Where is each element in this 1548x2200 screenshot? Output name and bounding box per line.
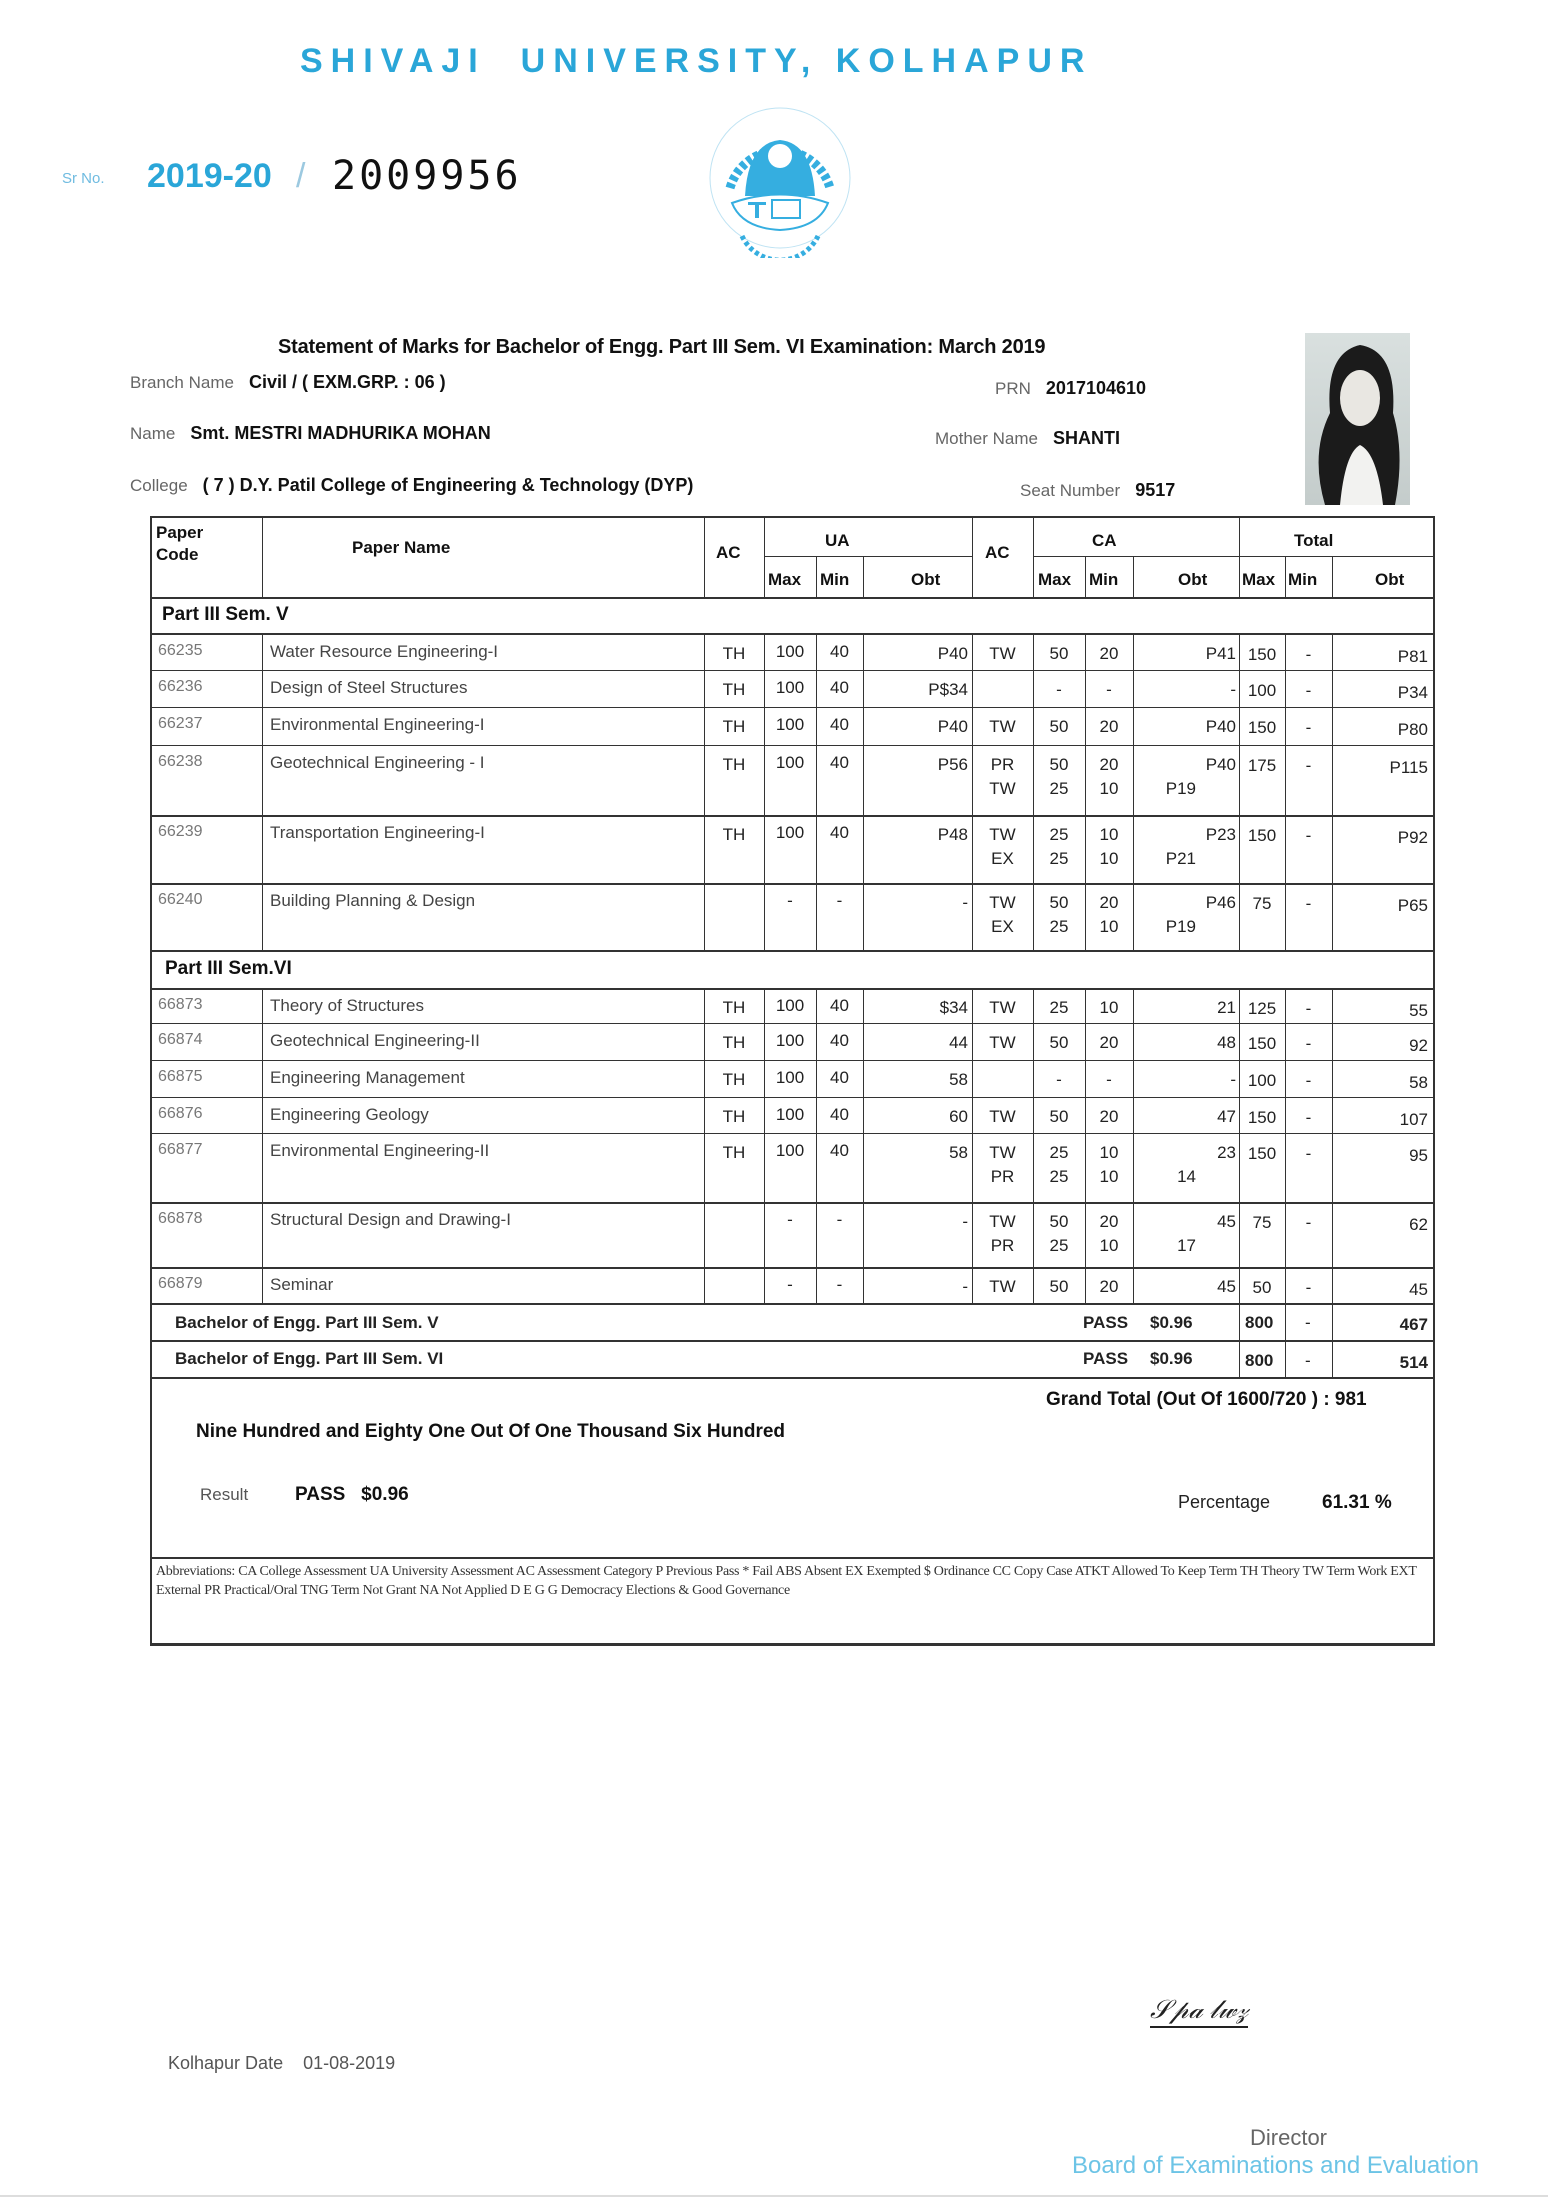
paper-code: 66236 (158, 678, 203, 695)
ca-obtained: P46 (1205, 893, 1236, 912)
paper-code: 66878 (158, 1210, 203, 1227)
ua-assessment-category: TH (722, 998, 746, 1017)
ua-obtained: P56 (937, 755, 968, 774)
summary-grade-sem-vi: $0.96 (1150, 1349, 1193, 1368)
percentage-label: Percentage (1178, 1492, 1271, 1512)
ca-assessment-category: PR (990, 1236, 1015, 1255)
ua-max: - (787, 1275, 793, 1294)
ua-max: 100 (775, 823, 805, 842)
paper-code: 66876 (158, 1105, 203, 1122)
ca-assessment-category: TW (989, 998, 1016, 1017)
ca-max: 25 (1049, 998, 1069, 1017)
ua-min: - (836, 1275, 843, 1294)
ca-max: 25 (1049, 1143, 1069, 1162)
ua-max: - (787, 891, 793, 910)
header-ac-ca: AC (985, 543, 1010, 562)
paper-code: 66239 (158, 823, 203, 840)
total-min: - (1305, 645, 1312, 664)
ca-min: 10 (1099, 1143, 1119, 1162)
total-max: 150 (1247, 826, 1277, 845)
ua-assessment-category: TH (722, 755, 746, 774)
ca-assessment-category: TW (989, 644, 1016, 663)
total-min: - (1305, 756, 1312, 775)
university-emblem-icon (700, 98, 860, 258)
scan-edge (0, 2195, 1548, 2197)
header-ca-min: Min (1089, 570, 1119, 589)
ua-min: - (836, 1210, 843, 1229)
percentage-value: 61.31 % (1322, 1492, 1392, 1513)
university-title: SHIVAJI UNIVERSITY, KOLHAPUR (300, 42, 1093, 80)
abbreviations-legend: Abbreviations: CA College Assessment UA University Assessment AC Assessment Category P Previous Pass * Fail ABS Absent EX Exempted $ Ordinance CC Copy Case ATKT Allowed To Keep Term TH Theory TW Term Work EXT External PR Practical/Oral TNG Term Not Grant NA Not Applied D E G G Democracy Elections & Good Governance (156, 1564, 1417, 1598)
grand-total: Grand Total (Out Of 1600/720 ) : 981 (1046, 1389, 1367, 1410)
ua-assessment-category: TH (722, 717, 746, 736)
ca-assessment-category: TW (989, 1143, 1016, 1162)
box-left-border (150, 1377, 152, 1645)
ca-max: 25 (1049, 917, 1069, 936)
total-min: - (1305, 894, 1312, 913)
sr-no-separator: / (296, 157, 306, 195)
seat-number-value: 9517 (1135, 480, 1176, 500)
ca-min: - (1106, 680, 1112, 699)
director-title: Director (1250, 2125, 1328, 2150)
ua-max: 100 (775, 715, 805, 734)
ua-assessment-category: TH (722, 1107, 746, 1126)
ca-min: 20 (1099, 1212, 1119, 1231)
total-max: 150 (1247, 718, 1277, 737)
ua-assessment-category: TH (722, 680, 746, 699)
signature-caption-2 (1180, 2058, 1183, 2072)
paper-name: Environmental Engineering-I (270, 715, 485, 734)
ca-min: 20 (1099, 644, 1119, 663)
total-obtained: P80 (1397, 720, 1428, 739)
paper-name: Design of Steel Structures (270, 678, 468, 697)
ca-assessment-category: EX (991, 849, 1014, 868)
ca-max: 25 (1049, 779, 1069, 798)
mother-name-field (935, 428, 1120, 449)
paper-code: 66238 (158, 753, 203, 770)
header-total-min: Min (1288, 570, 1318, 589)
ua-max: 100 (775, 753, 805, 772)
ua-max: 100 (775, 1031, 805, 1050)
total-obtained: P34 (1397, 683, 1428, 702)
ca-min: 20 (1099, 1277, 1119, 1296)
header-paper-code-line1: Paper (156, 523, 204, 542)
total-obtained: 55 (1409, 1001, 1428, 1020)
ua-obtained: 58 (949, 1070, 968, 1089)
ca-max: 25 (1049, 849, 1069, 868)
ua-obtained: $34 (939, 998, 968, 1017)
ua-max: 100 (775, 1105, 805, 1124)
ua-min: 40 (830, 715, 849, 734)
seat-number-field (1020, 480, 1175, 501)
director-signature: 𝒮𝓅𝒶 𝓁𝓌𝓏 (1150, 1995, 1248, 2028)
ca-obtained: 14 (1177, 1167, 1196, 1186)
total-obtained: P65 (1397, 896, 1428, 915)
total-min: - (1305, 1071, 1312, 1090)
college-label: College (130, 476, 188, 495)
result-value: PASS $0.96 (295, 1484, 409, 1505)
paper-name: Transportation Engineering-I (270, 823, 485, 842)
ca-min: 10 (1099, 779, 1119, 798)
ca-assessment-category: TW (989, 717, 1016, 736)
paper-name: Engineering Management (270, 1068, 465, 1087)
ca-obtained: 23 (1217, 1143, 1236, 1162)
total-max: 50 (1252, 1278, 1272, 1297)
total-max: 75 (1252, 894, 1272, 913)
ca-assessment-category: PR (990, 755, 1015, 774)
total-max: 150 (1247, 1144, 1277, 1163)
ca-obtained: P41 (1205, 644, 1236, 663)
header-ac-ua: AC (716, 543, 741, 562)
seat-number-label: Seat Number (1020, 481, 1121, 500)
prn-value: 2017104610 (1045, 378, 1147, 398)
header-ua-obt: Obt (911, 570, 941, 589)
name-value: Smt. MESTRI MADHURIKA MOHAN (190, 423, 491, 443)
summary-label-sem-vi: Bachelor of Engg. Part III Sem. VI (175, 1349, 444, 1368)
ca-min: 10 (1099, 917, 1119, 936)
ca-min: 10 (1099, 825, 1119, 844)
ua-min: 40 (830, 996, 849, 1015)
sr-no-label: Sr No. (62, 170, 105, 187)
college-field (130, 475, 693, 496)
student-photo (1305, 333, 1410, 505)
ca-assessment-category: TW (989, 1033, 1016, 1052)
total-obtained: P115 (1389, 758, 1428, 777)
ua-obtained: 58 (949, 1143, 968, 1162)
ua-min: - (836, 891, 843, 910)
summary-max-sem-vi: 800 (1245, 1351, 1274, 1370)
paper-name: Building Planning & Design (270, 891, 476, 910)
total-in-words: Nine Hundred and Eighty One Out Of One Thousand Six Hundred (196, 1421, 786, 1442)
ca-max: 50 (1049, 644, 1069, 663)
ua-obtained: P40 (937, 717, 968, 736)
ca-min: 10 (1099, 1236, 1119, 1255)
ca-max: - (1056, 1070, 1062, 1089)
ua-assessment-category: TH (722, 1033, 746, 1052)
header-total-obt: Obt (1375, 570, 1405, 589)
paper-code: 66877 (158, 1141, 203, 1158)
paper-name: Engineering Geology (270, 1105, 429, 1124)
mother-name-value: SHANTI (1053, 428, 1120, 448)
ua-obtained: - (962, 1277, 968, 1296)
ca-obtained: P23 (1205, 825, 1236, 844)
ca-min: 10 (1099, 998, 1119, 1017)
header-ca-max: Max (1038, 570, 1072, 589)
section-title-sem-vi: Part III Sem.VI (165, 958, 292, 979)
ua-obtained: - (962, 1212, 968, 1231)
issue-date (168, 2053, 395, 2074)
paper-name: Geotechnical Engineering - I (270, 753, 485, 772)
ua-obtained: - (962, 893, 968, 912)
total-min: - (1305, 1144, 1312, 1163)
paper-code: 66235 (158, 642, 203, 659)
ca-min: 20 (1099, 1033, 1119, 1052)
ca-min: 20 (1099, 1107, 1119, 1126)
ca-assessment-category: TW (989, 893, 1016, 912)
board-name: Board of Examinations and Evaluation (1072, 2152, 1479, 2179)
ua-assessment-category: TH (722, 644, 746, 663)
ua-max: 100 (775, 996, 805, 1015)
total-obtained: P81 (1397, 647, 1428, 666)
paper-name: Environmental Engineering-II (270, 1141, 490, 1160)
total-obtained: P92 (1397, 828, 1428, 847)
date-value: 01-08-2019 (303, 2053, 396, 2073)
ua-assessment-category: TH (722, 825, 746, 844)
total-min: - (1305, 1213, 1312, 1232)
ca-assessment-category: PR (990, 1167, 1015, 1186)
signature-caption-1 (1175, 2038, 1178, 2052)
branch-label: Branch Name (130, 373, 234, 392)
section-title-sem-v: Part III Sem. V (162, 604, 289, 625)
branch-field (130, 372, 446, 393)
header-paper-code (156, 522, 203, 566)
ca-assessment-category: TW (989, 779, 1016, 798)
ca-max: 50 (1049, 893, 1069, 912)
ua-min: 40 (830, 642, 849, 661)
summary-max-sem-v: 800 (1245, 1313, 1274, 1332)
ca-obtained: 17 (1177, 1236, 1196, 1255)
ca-min: 10 (1099, 849, 1119, 868)
total-max: 125 (1247, 999, 1277, 1018)
header-ua: UA (825, 531, 850, 550)
prn-label: PRN (995, 379, 1031, 398)
abbreviations-bottom-border (150, 1643, 1435, 1646)
header-ua-max: Max (768, 570, 802, 589)
summary-grade-sem-v: $0.96 (1150, 1313, 1193, 1332)
ua-obtained: P$34 (928, 680, 968, 699)
paper-code: 66240 (158, 891, 203, 908)
ua-obtained: P48 (937, 825, 968, 844)
ua-assessment-category: TH (722, 1070, 746, 1089)
header-ca-obt: Obt (1178, 570, 1208, 589)
ca-max: - (1056, 680, 1062, 699)
box-right-border (1433, 1377, 1435, 1645)
name-field (130, 423, 491, 444)
summary-min-sem-vi: - (1305, 1351, 1311, 1370)
ca-obtained: P19 (1165, 917, 1196, 936)
ca-min: 10 (1099, 1167, 1119, 1186)
branch-value: Civil / ( EXM.GRP. : 06 ) (248, 372, 446, 392)
header-total: Total (1294, 531, 1334, 550)
ca-obtained: P19 (1165, 779, 1196, 798)
ca-max: 50 (1049, 717, 1069, 736)
paper-code: 66237 (158, 715, 203, 732)
total-obtained: 62 (1409, 1215, 1428, 1234)
sr-no-number: 2009956 (332, 153, 522, 199)
ua-min: 40 (830, 678, 849, 697)
ca-min: 20 (1099, 717, 1119, 736)
ca-obtained: 21 (1217, 998, 1236, 1017)
ca-assessment-category: TW (989, 825, 1016, 844)
ua-max: - (787, 1210, 793, 1229)
paper-code: 66874 (158, 1031, 203, 1048)
total-min: - (1305, 999, 1312, 1018)
total-max: 175 (1247, 756, 1277, 775)
total-min: - (1305, 1108, 1312, 1127)
ua-min: 40 (830, 823, 849, 842)
summary-obt-sem-vi: 514 (1399, 1353, 1428, 1372)
prn-field (995, 378, 1146, 399)
ca-obtained: 48 (1217, 1033, 1236, 1052)
ca-assessment-category: TW (989, 1212, 1016, 1231)
ua-assessment-category: TH (722, 1143, 746, 1162)
result-label: Result (200, 1485, 249, 1504)
college-value: ( 7 ) D.Y. Patil College of Engineering & Technology (DYP) (202, 475, 694, 495)
ua-max: 100 (775, 678, 805, 697)
ua-obtained: 60 (949, 1107, 968, 1126)
ca-max: 50 (1049, 755, 1069, 774)
ca-max: 25 (1049, 825, 1069, 844)
header-paper-name: Paper Name (352, 538, 451, 557)
total-min: - (1305, 718, 1312, 737)
header-ca: CA (1092, 531, 1117, 550)
ca-obtained: P40 (1205, 717, 1236, 736)
ca-obtained: - (1230, 1070, 1236, 1089)
paper-name: Water Resource Engineering-I (270, 642, 499, 661)
paper-name: Structural Design and Drawing-I (270, 1210, 511, 1229)
header-ua-min: Min (820, 570, 850, 589)
summary-label-sem-v: Bachelor of Engg. Part III Sem. V (175, 1313, 439, 1332)
total-max: 75 (1252, 1213, 1272, 1232)
paper-code: 66873 (158, 996, 203, 1013)
ca-min: 20 (1099, 755, 1119, 774)
abbreviations-top-border (150, 1557, 1435, 1559)
paper-name: Seminar (270, 1275, 334, 1294)
ca-min: 20 (1099, 893, 1119, 912)
total-min: - (1305, 1034, 1312, 1053)
ca-obtained: P40 (1205, 755, 1236, 774)
ua-max: 100 (775, 1068, 805, 1087)
ca-assessment-category: TW (989, 1107, 1016, 1126)
total-max: 150 (1247, 1108, 1277, 1127)
total-obtained: 107 (1399, 1110, 1428, 1129)
name-label: Name (130, 424, 176, 443)
header-paper-code-line2: Code (156, 545, 199, 564)
total-min: - (1305, 1278, 1312, 1297)
mother-name-label: Mother Name (935, 429, 1038, 448)
total-max: 100 (1247, 1071, 1277, 1090)
paper-name: Geotechnical Engineering-II (270, 1031, 480, 1050)
total-min: - (1305, 681, 1312, 700)
ca-obtained: P21 (1165, 849, 1196, 868)
ua-min: 40 (830, 1141, 849, 1160)
ca-max: 50 (1049, 1107, 1069, 1126)
header-total-max: Max (1242, 570, 1276, 589)
ca-max: 25 (1049, 1167, 1069, 1186)
ua-max: 100 (775, 1141, 805, 1160)
paper-code: 66879 (158, 1275, 203, 1292)
date-label: Kolhapur Date (168, 2053, 284, 2073)
total-max: 150 (1247, 645, 1277, 664)
total-obtained: 58 (1409, 1073, 1428, 1092)
ua-min: 40 (830, 1068, 849, 1087)
paper-name: Theory of Structures (270, 996, 425, 1015)
summary-min-sem-v: - (1305, 1313, 1311, 1332)
summary-result-sem-v: PASS (1083, 1313, 1129, 1332)
total-obtained: 92 (1409, 1036, 1428, 1055)
ua-min: 40 (830, 753, 849, 772)
ca-obtained: 45 (1217, 1212, 1236, 1231)
ua-obtained: P40 (937, 644, 968, 663)
ua-min: 40 (830, 1031, 849, 1050)
ca-obtained: 45 (1217, 1277, 1236, 1296)
ca-min: - (1106, 1070, 1112, 1089)
total-max: 150 (1247, 1034, 1277, 1053)
ca-max: 50 (1049, 1277, 1069, 1296)
ca-obtained: 47 (1217, 1107, 1236, 1126)
ca-max: 50 (1049, 1212, 1069, 1231)
ca-obtained: - (1230, 680, 1236, 699)
summary-obt-sem-v: 467 (1399, 1315, 1428, 1334)
ca-assessment-category: EX (991, 917, 1014, 936)
paper-code: 66875 (158, 1068, 203, 1085)
ua-max: 100 (775, 642, 805, 661)
ca-max: 50 (1049, 1033, 1069, 1052)
total-obtained: 45 (1409, 1280, 1428, 1299)
total-max: 100 (1247, 681, 1277, 700)
statement-title: Statement of Marks for Bachelor of Engg. Part III Sem. VI Examination: March 2019 (278, 336, 1046, 358)
ca-max: 25 (1049, 1236, 1069, 1255)
ua-min: 40 (830, 1105, 849, 1124)
total-min: - (1305, 826, 1312, 845)
total-obtained: 95 (1409, 1146, 1428, 1165)
ua-obtained: 44 (949, 1033, 968, 1052)
summary-result-sem-vi: PASS (1083, 1349, 1129, 1368)
ca-assessment-category: TW (989, 1277, 1016, 1296)
sr-no-year: 2019-20 (147, 157, 272, 195)
